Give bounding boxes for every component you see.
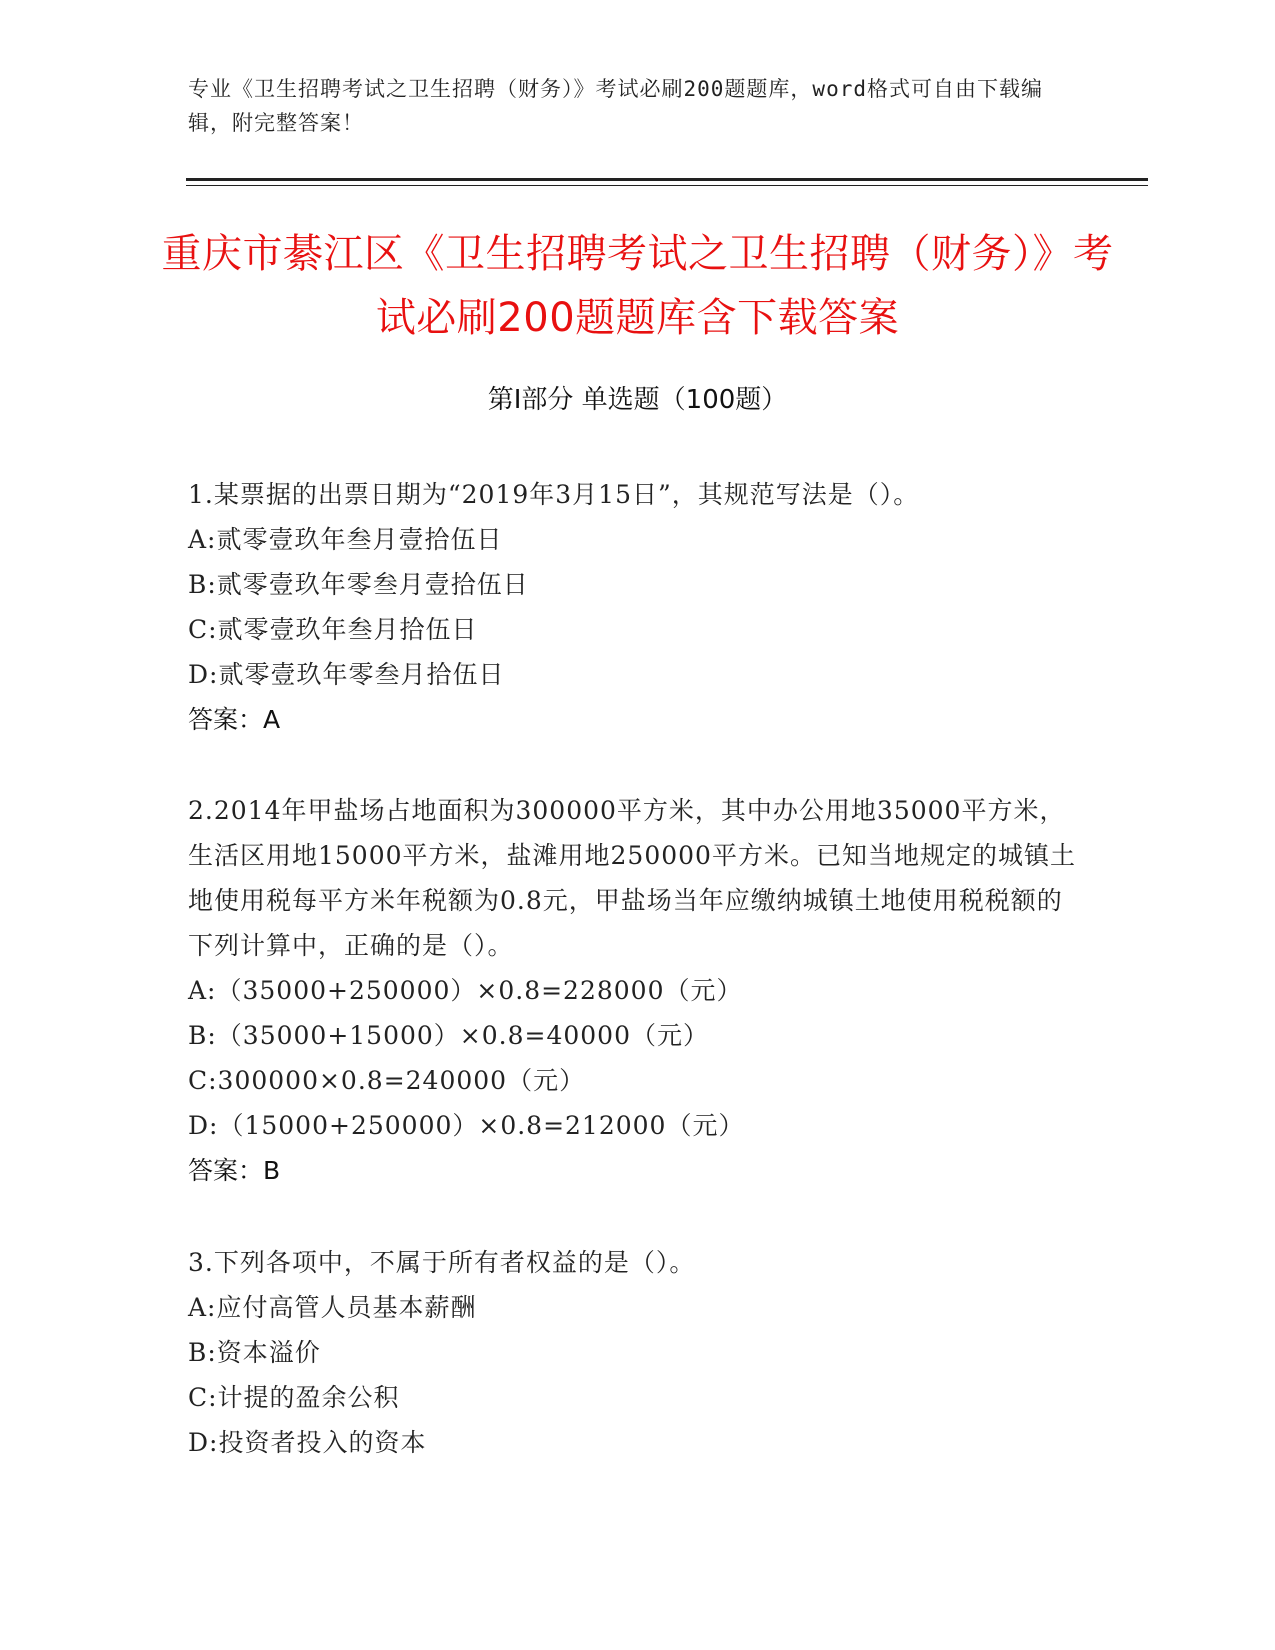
header-rule-thick	[186, 178, 1148, 181]
answer: 答案：A	[188, 705, 281, 734]
header-rule-thin	[186, 185, 1148, 186]
option-c: C:计提的盈余公积	[188, 1383, 400, 1412]
option-b: B:贰零壹玖年零叁月壹拾伍日	[188, 570, 529, 599]
option-c: C:300000×0.8=240000（元）	[188, 1066, 586, 1095]
option-d: D:（15000+250000）×0.8=212000（元）	[188, 1111, 745, 1140]
option-c: C:贰零壹玖年叁月拾伍日	[188, 615, 478, 644]
question-3	[188, 1240, 1088, 1465]
question-2	[188, 788, 1088, 1193]
option-d: D:贰零壹玖年零叁月拾伍日	[188, 660, 505, 689]
option-a: A:（35000+250000）×0.8=228000（元）	[188, 976, 743, 1005]
option-b: B:（35000+15000）×0.8=40000（元）	[188, 1021, 709, 1050]
question-text: 3.下列各项中，不属于所有者权益的是（）。	[188, 1248, 696, 1277]
header-note: 专业《卫生招聘考试之卫生招聘（财务）》考试必刷200题题库，word格式可自由下载编辑，附完整答案！	[188, 77, 1043, 135]
option-a: A:贰零壹玖年叁月壹拾伍日	[188, 525, 503, 554]
option-b: B:资本溢价	[188, 1338, 321, 1367]
question-1	[188, 472, 1088, 742]
section-heading: 第Ⅰ部分 单选题（100题）	[487, 385, 788, 415]
option-d: D:投资者投入的资本	[188, 1428, 427, 1457]
option-a: A:应付高管人员基本薪酬	[188, 1293, 477, 1322]
document-title: 重庆市綦江区《卫生招聘考试之卫生招聘（财务）》考试必刷200题题库含下载答案	[161, 231, 1114, 341]
question-text: 1.某票据的出票日期为“2019年3月15日”，其规范写法是（）。	[188, 480, 920, 509]
question-text: 2.2014年甲盐场占地面积为300000平方米，其中办公用地35000平方米，生活区用地15000平方米，盐滩用地250000平方米。已知当地规定的城镇土地使用税每平方米年税额为0.8元，甲盐场当年应缴纳城镇土地使用税税额的下列计算中，正确的是（）。	[188, 796, 1076, 960]
answer: 答案：B	[188, 1156, 281, 1185]
